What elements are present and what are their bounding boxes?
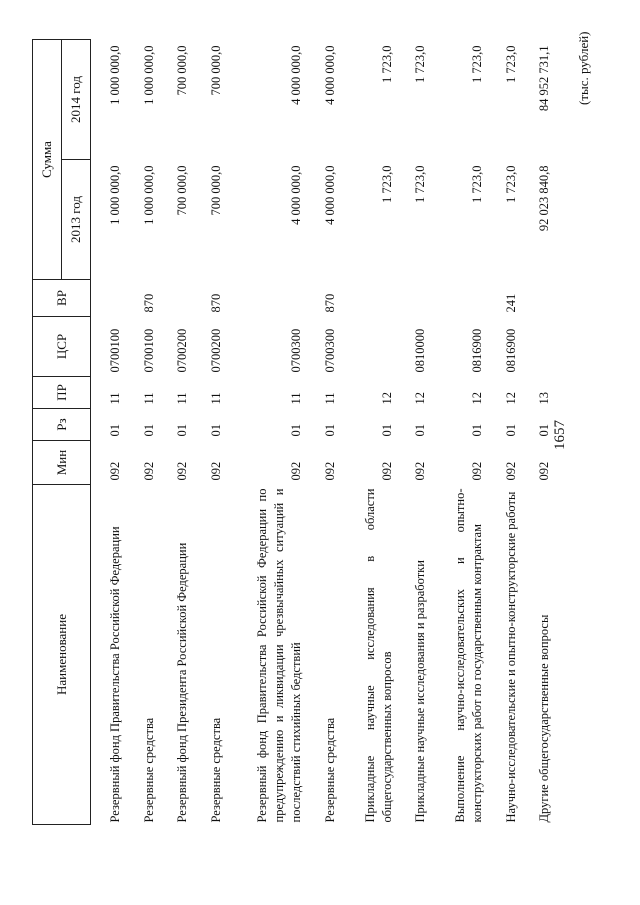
header-year-2013: 2013 год: [62, 160, 91, 280]
row-csr: 0700100: [108, 328, 123, 373]
table-row: [229, 40, 310, 825]
row-sum-2013: 1 723,0: [379, 165, 394, 203]
row-sum-2014: 84 952 731,1: [537, 45, 551, 112]
row-csr: 0816900: [503, 328, 518, 373]
row-pr: 12: [413, 392, 428, 405]
row-vr: 241: [503, 293, 518, 313]
row-csr: 0700200: [208, 328, 223, 373]
row-vr: 870: [141, 293, 156, 313]
row-csr: [524, 317, 557, 377]
row-name: Выполнение научно-исследовательских и опытно-конструкторских работ по государственным контрактам: [453, 488, 485, 823]
row-rz: 01: [503, 424, 518, 437]
row-vr: [433, 280, 490, 317]
row-min: 092: [108, 461, 123, 481]
row-sum-2013: 92 023 840,8: [537, 165, 551, 232]
table-row: [195, 40, 228, 825]
row-min: 092: [289, 461, 304, 481]
row-sum-2014: 4 000 000,0: [322, 45, 337, 105]
row-sum-2014: 700 000,0: [175, 45, 190, 96]
header-year-2014: 2014 год: [62, 40, 91, 160]
row-vr: [229, 280, 310, 317]
row-csr: 0700300: [322, 328, 337, 373]
row-rz: 01: [208, 424, 223, 437]
row-sum-2013: 700 000,0: [208, 165, 223, 216]
row-rz: 01: [141, 424, 156, 437]
row-csr: 0700200: [175, 328, 190, 373]
row-sum-2013: 700 000,0: [175, 165, 190, 216]
row-sum-2014: 1 723,0: [413, 45, 428, 83]
row-sum-2014: 1 723,0: [470, 45, 485, 83]
row-sum-2014: 1 000 000,0: [108, 45, 123, 105]
header-rz: Рз: [33, 409, 91, 441]
row-sum-2013: 1 000 000,0: [108, 165, 123, 225]
row-pr: 11: [322, 392, 337, 405]
row-pr: 12: [470, 392, 485, 405]
row-rz: 01: [470, 424, 485, 437]
row-min: 092: [470, 461, 485, 481]
row-min: 092: [537, 461, 551, 481]
row-vr: [343, 280, 400, 317]
row-name: Резервный фонд Правительства Российской Федерации по предупреждению и ликвидации чрезвычайных ситуаций и последствий стихийных бедствий: [255, 488, 304, 823]
row-rz: 01: [322, 424, 337, 437]
row-min: 092: [175, 461, 190, 481]
row-rz: 01: [413, 424, 428, 437]
row-rz: 01: [175, 424, 190, 437]
row-vr: [524, 280, 557, 317]
row-min: 092: [413, 461, 428, 481]
table-row: [309, 40, 342, 825]
row-pr: 11: [175, 392, 190, 405]
header-pr: ПР: [33, 377, 91, 409]
table-row: [95, 40, 128, 825]
budget-table: [32, 39, 557, 825]
row-pr: 12: [503, 392, 518, 405]
row-sum-2014: 1 723,0: [379, 45, 394, 83]
row-sum-2014: 1 000 000,0: [141, 45, 156, 105]
row-vr: 870: [322, 293, 337, 313]
row-rz: 01: [289, 424, 304, 437]
row-pr: 11: [289, 392, 304, 405]
row-name: Прикладные научные исследования и разработки: [413, 560, 428, 823]
table-body: [91, 40, 558, 825]
units-note: (тыс. рублей): [576, 31, 591, 105]
row-pr: 12: [379, 392, 394, 405]
table-row: [490, 40, 523, 825]
row-name: Научно-исследовательские и опытно-конструкторские работы: [503, 491, 518, 823]
row-sum-2014: 700 000,0: [208, 45, 223, 96]
row-min: 092: [208, 461, 223, 481]
row-name: Прикладные научные исследования в области общегосударственных вопросов: [362, 488, 394, 823]
header-sum: Сумма: [33, 40, 62, 280]
row-csr: [343, 317, 400, 377]
row-min: 092: [141, 461, 156, 481]
row-pr: 11: [141, 392, 156, 405]
row-name: Резервные средства: [141, 717, 156, 823]
row-name: Резервные средства: [322, 717, 337, 823]
page-number: 1657: [552, 420, 568, 450]
row-vr: 870: [208, 293, 223, 313]
row-pr: 13: [537, 392, 551, 405]
row-csr: 0816900: [470, 328, 485, 373]
table-row: [162, 40, 195, 825]
header-row-1: [33, 40, 62, 825]
row-sum-2013: 1 000 000,0: [141, 165, 156, 225]
row-pr: 11: [208, 392, 223, 405]
row-sum-2013: 4 000 000,0: [289, 165, 304, 225]
row-vr: [162, 280, 195, 317]
row-vr: [95, 280, 128, 317]
row-vr: [400, 280, 433, 317]
row-name: Другие общегосударственные вопросы: [537, 614, 551, 823]
row-sum-2013: 1 723,0: [413, 165, 428, 203]
table-row: [400, 40, 433, 825]
row-rz: 01: [379, 424, 394, 437]
row-min: 092: [379, 461, 394, 481]
row-csr: 0700300: [289, 328, 304, 373]
header-vr: ВР: [33, 280, 91, 317]
row-sum-2013: 1 723,0: [503, 165, 518, 203]
header-csr: ЦСР: [33, 317, 91, 377]
table-row: [433, 40, 490, 825]
row-rz: 01: [537, 424, 551, 437]
table-row: [524, 40, 557, 825]
row-sum-2014: 4 000 000,0: [289, 45, 304, 105]
row-name: Резервный фонд Правительства Российской Федерации: [108, 526, 123, 823]
row-csr: 0700100: [141, 328, 156, 373]
row-name: Резервный фонд Президента Российской Федерации: [175, 542, 190, 823]
row-min: 092: [503, 461, 518, 481]
table-row: [128, 40, 161, 825]
row-sum-2014: 1 723,0: [503, 45, 518, 83]
row-sum-2013: 1 723,0: [470, 165, 485, 203]
row-name: Резервные средства: [208, 717, 223, 823]
row-sum-2013: 4 000 000,0: [322, 165, 337, 225]
table-row: [343, 40, 400, 825]
row-csr: 0810000: [413, 328, 428, 373]
row-rz: 01: [108, 424, 123, 437]
row-pr: 11: [108, 392, 123, 405]
header-min: Мин: [33, 441, 91, 485]
row-min: 092: [322, 461, 337, 481]
header-name: Наименование: [33, 485, 91, 825]
